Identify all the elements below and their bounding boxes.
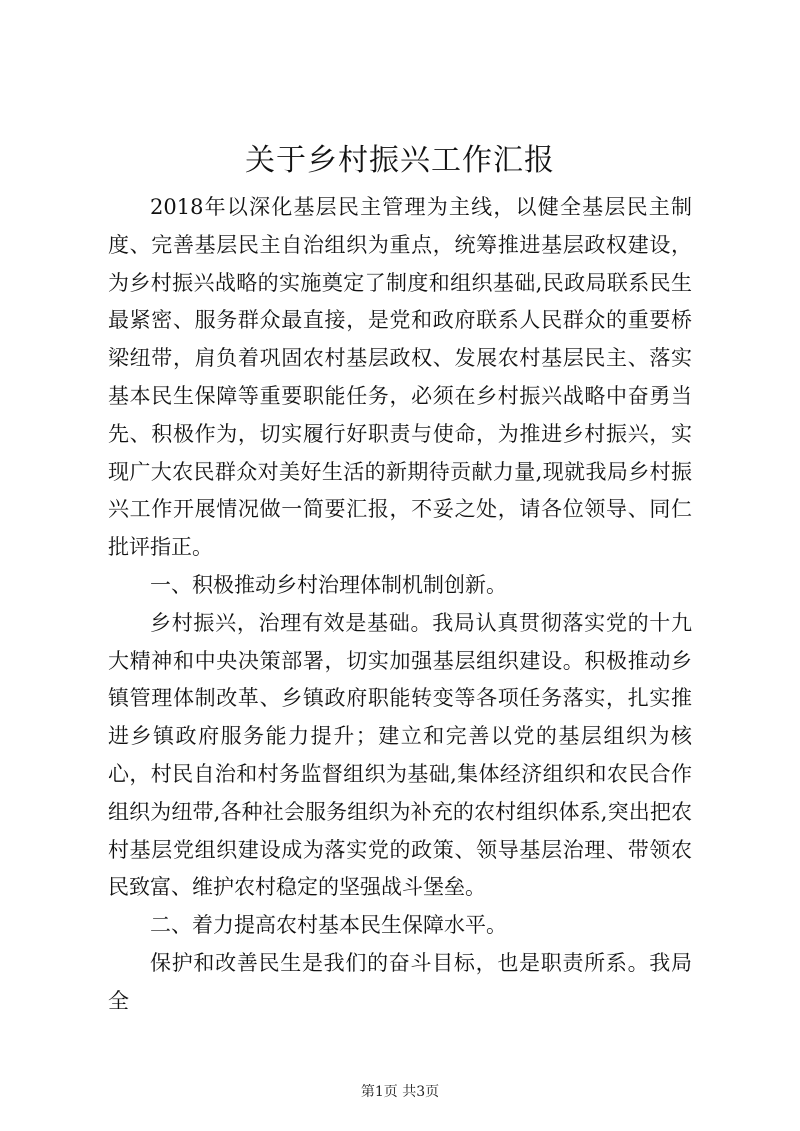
paragraph-section-2: 保护和改善民生是我们的奋斗目标，也是职责所系。我局全 [108, 950, 692, 1013]
document-body [108, 189, 692, 1021]
page-number-footer: 第1页 共3页 [360, 1084, 440, 1100]
section-heading-1: 一、积极推动乡村治理体制机制创新。 [150, 572, 507, 597]
paragraph-intro: 2018年以深化基层民主管理为主线，以健全基层民主制度、完善基层民主自治组织为重点，统筹推进基层政权建设，为乡村振兴战略的实施奠定了制度和组织基础,民政局联系民生最紧密、服务群众最直接，是党和政府联系人民群众的重要桥梁纽带，肩负着巩固农村基层政权、发展农村基层民主、落实基本民生保障等重要职能任务，必须在乡村振兴战略中奋勇当先、积极作为，切实履行好职责与使命，为推进乡村振兴，实现广大农民群众对美好生活的新期待贡献力量,现就我局乡村振兴工作开展情况做一简要汇报，不妥之处，请各位领导、同仁批评指正。 [108, 195, 692, 560]
section-heading-2: 二、着力提高农村基本民生保障水平。 [150, 913, 507, 938]
paragraph-section-1: 乡村振兴，治理有效是基础。我局认真贯彻落实党的十九大精神和中央决策部署，切实加强基层组织建设。积极推动乡镇管理体制改革、乡镇政府职能转变等各项任务落实，扎实推进乡镇政府服务能力提升；建立和完善以党的基层组织为核心，村民自治和村务监督组织为基础,集体经济组织和农民合作组织为纽带,各种社会服务组织为补充的农村组织体系,突出把农村基层党组织建设成为落实党的政策、领导基层治理、带领农民致富、维护农村稳定的坚强战斗堡垒。 [108, 610, 692, 900]
document-title: 关于乡村振兴工作汇报 [245, 143, 555, 178]
